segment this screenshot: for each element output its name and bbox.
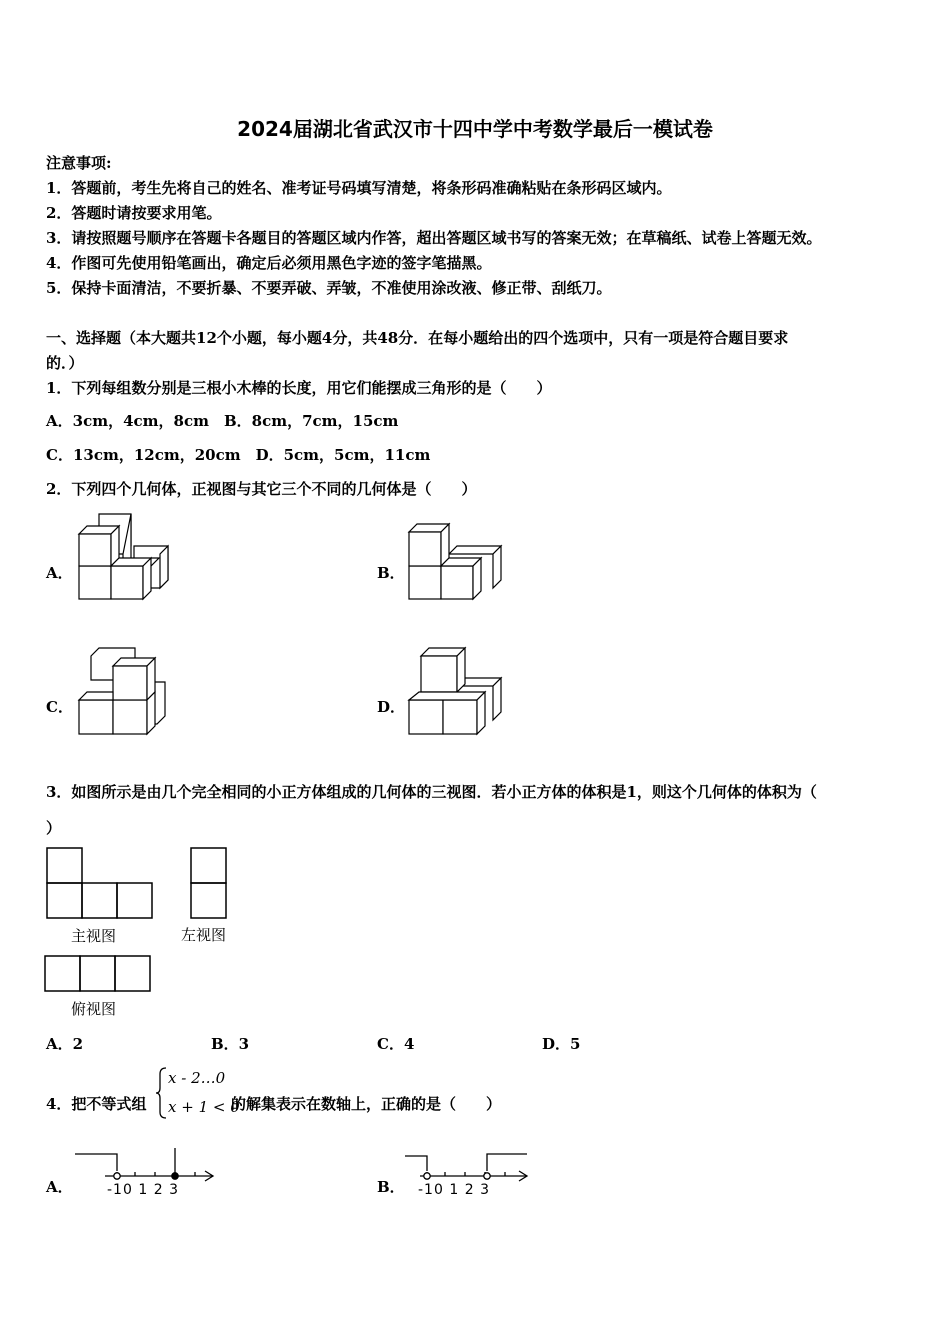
q4-stem-suffix: 的解集表示在数轴上，正确的是（ ） <box>231 1095 502 1113</box>
solid-a-figure <box>75 510 175 605</box>
q2-label-c: C． <box>46 698 73 716</box>
solid-b-figure <box>405 518 505 608</box>
q4-stem-prefix: 4．把不等式组 <box>46 1095 147 1113</box>
q3-option-c: C．4 <box>377 1035 415 1053</box>
tick-label: 3 <box>480 1182 491 1198</box>
section-heading: 一、选择题（本大题共12个小题，每小题4分，共48分．在每小题给出的四个选项中，只有一项是符合题目要求 <box>46 329 789 347</box>
exam-title: 2024届湖北省武汉市十四中学中考数学最后一模试卷 <box>237 117 713 141</box>
section-heading-cont: 的．） <box>46 354 84 372</box>
tick-label: 2 <box>464 1182 475 1198</box>
notice-item: 1．答题前，考生先将自己的姓名、准考证号码填写清楚，将条形码准确粘贴在条形码区域内。 <box>46 179 672 197</box>
q3-option-b: B．3 <box>211 1035 250 1053</box>
top-view-label: 俯视图 <box>71 1000 117 1018</box>
tick-label: 0 <box>122 1182 133 1198</box>
inequality-1: x - 2…0 <box>168 1069 226 1087</box>
number-line-a-ticks <box>107 1182 179 1198</box>
notice-item: 3．请按照题号顺序在答题卡各题目的答题区域内作答，超出答题区域书写的答案无效；在草稿纸、试卷上答题无效。 <box>46 229 822 247</box>
q3-option-d: D．5 <box>542 1035 581 1053</box>
q3-option-a: A．2 <box>46 1035 84 1053</box>
q2-label-d: D． <box>377 698 406 716</box>
q1-options-row1: A．3cm，4cm，8cm B．8cm，7cm，15cm <box>46 412 399 430</box>
tick-label: -1 <box>418 1182 434 1198</box>
inequality-2: x + 1 < 0 <box>168 1098 240 1116</box>
notice-heading: 注意事项: <box>46 154 112 172</box>
left-view-figure <box>189 846 229 920</box>
q3-stem: 3．如图所示是由几个完全相同的小正方体组成的几何体的三视图．若小正方体的体积是1，则这个几何体的体积为（ <box>46 783 817 801</box>
tick-label: -1 <box>107 1182 123 1198</box>
q4-label-b: B． <box>377 1178 405 1196</box>
top-view-figure <box>43 954 153 994</box>
q1-options-row2: C．13cm，12cm，20cm D．5cm，5cm，11cm <box>46 446 431 464</box>
tick-label: 2 <box>153 1182 164 1198</box>
number-line-b-ticks <box>418 1182 490 1198</box>
q4-label-a: A． <box>46 1178 73 1196</box>
front-view-figure <box>45 846 155 920</box>
q2-label-a: A． <box>46 564 73 582</box>
q3-stem-cont: ） <box>46 819 62 837</box>
tick-label: 1 <box>449 1182 460 1198</box>
q2-label-b: B． <box>377 564 405 582</box>
tick-label: 0 <box>433 1182 444 1198</box>
front-view-label: 主视图 <box>71 927 117 945</box>
notice-item: 4．作图可先使用铅笔画出，确定后必须用黑色字迹的签字笔描黑。 <box>46 254 492 272</box>
q1-stem: 1．下列每组数分别是三根小木棒的长度，用它们能摆成三角形的是（ ） <box>46 379 552 397</box>
tick-label: 3 <box>169 1182 180 1198</box>
solid-d-figure <box>405 642 505 740</box>
notice-item: 5．保持卡面清洁，不要折暴、不要弄破、弄皱，不准使用涂改液、修正带、刮纸刀。 <box>46 279 612 297</box>
q2-stem: 2．下列四个几何体，正视图与其它三个不同的几何体是（ ） <box>46 480 477 498</box>
tick-label: 1 <box>138 1182 149 1198</box>
left-view-label: 左视图 <box>181 926 227 944</box>
solid-c-figure <box>75 640 175 740</box>
notice-item: 2．答题时请按要求用笔。 <box>46 204 222 222</box>
system-brace <box>156 1066 168 1120</box>
